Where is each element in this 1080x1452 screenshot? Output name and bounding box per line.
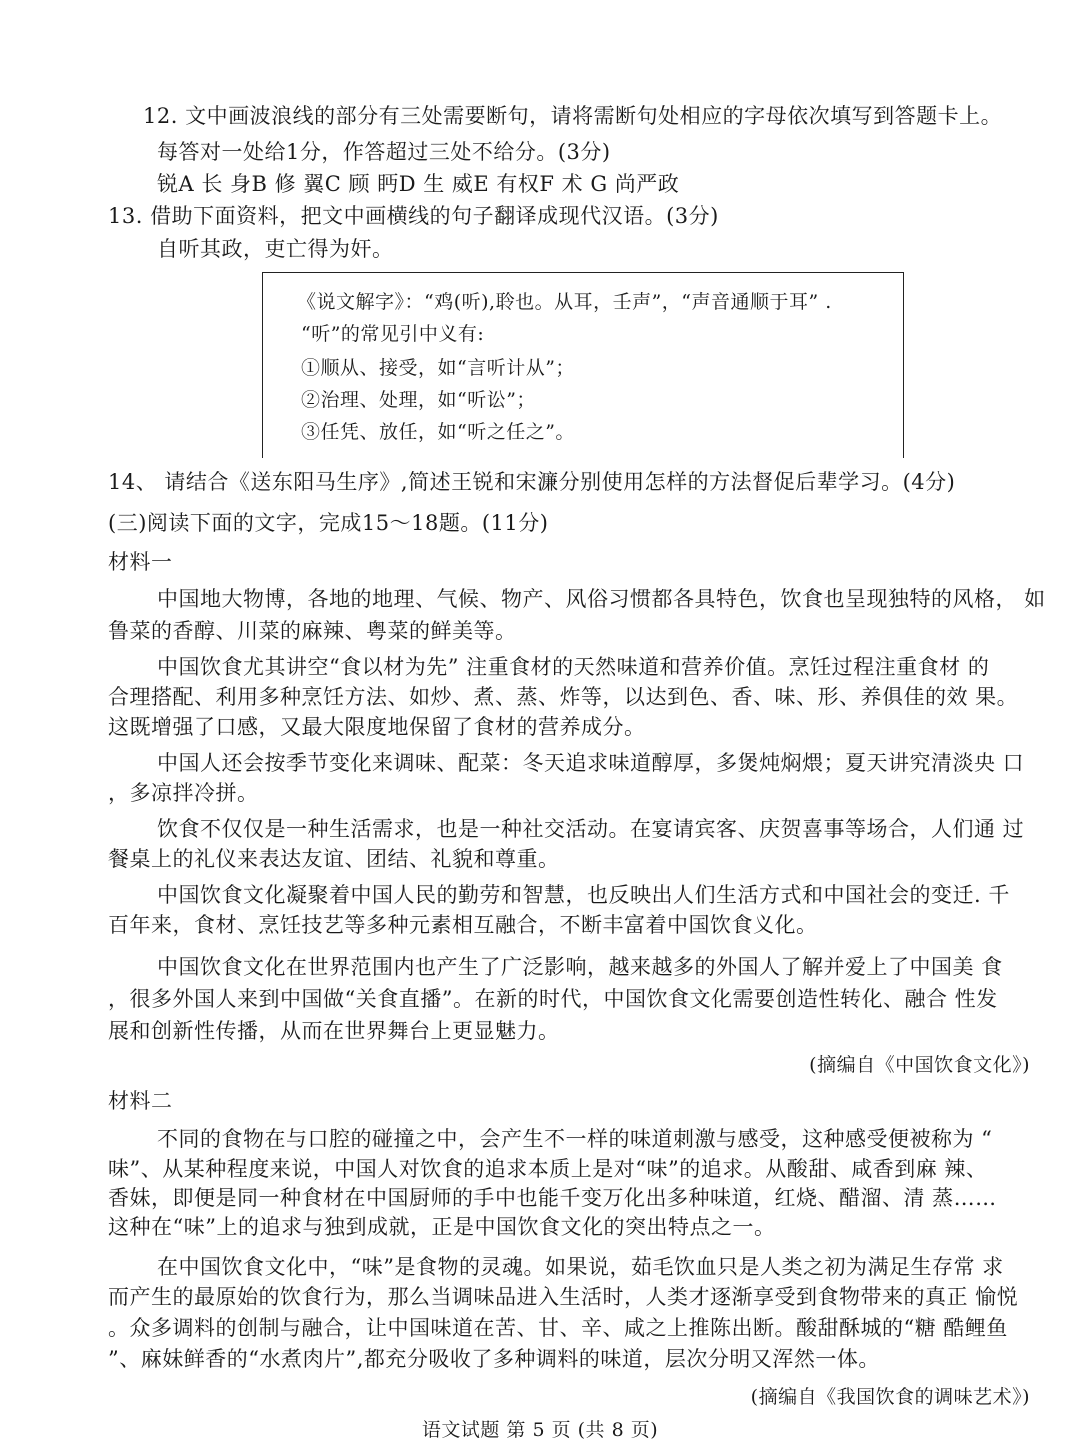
material2-source: (摘编自《我国饮食的调味艺术》) [750, 1386, 1030, 1408]
material2-line: 香妹，即便是同一种食材在中国厨师的手中也能千变万化出多种味道，红烧、醋溜、清 蒸…… [108, 1186, 997, 1210]
material1-line: 餐桌上的礼仪来表达友谊、团结、礼貌和尊重。 [108, 847, 560, 871]
material1-line: 中国饮食尤其讲空“食以材为先” 注重食材的天然味道和营养价值。烹饪过程注重食材 的 [157, 655, 990, 679]
material1-heading: 材料一 [108, 550, 173, 574]
material2-line: 味”、从某种程度来说，中国人对饮食的追求本质上是对“味”的追求。从酸甜、咸香到麻 辣、 [108, 1157, 988, 1181]
box-line3: ①顺从、接受，如“言听计从”； [301, 357, 575, 379]
q14: 14、 请结合《送东阳马生序》,简述王锐和宋濂分别使用怎样的方法督促后辈学习。(4分) [108, 470, 956, 494]
material1-line: 百年来，食材、烹饪技艺等多种元素相互融合，不断丰富着中国饮食义化。 [108, 913, 818, 937]
material2-line: 。众多调料的创制与融合，让中国味道在苦、甘、辛、咸之上推陈出断。酸甜酥城的“糖 酷鲤鱼 [108, 1316, 1008, 1340]
material1-line: 中国人还会按季节变化来调味、配菜：冬天追求味道醇厚，多煲炖焖煨；夏天讲究清淡央 口 [157, 751, 1025, 775]
material1-line: 中国饮食文化凝聚着中国人民的勤劳和智慧，也反映出人们生活方式和中国社会的变迁. 千 [157, 883, 1010, 907]
material1-line: 合理搭配、利用多种烹饪方法、如炒、煮、蒸、炸等，以达到色、香、味、形、养俱佳的效 果。 [108, 685, 1019, 709]
section3-heading: (三)阅读下面的文字，完成15～18题。(11分) [108, 511, 549, 535]
material2-heading: 材料二 [108, 1089, 173, 1113]
q13-line1: 13. 借助下面资料，把文中画横线的句子翻译成现代汉语。(3分) [108, 204, 719, 228]
material2-line: 这种在“味”上的追求与独到成就，正是中国饮食文化的突出特点之一。 [108, 1215, 776, 1239]
box-line4: ②治理、处理，如“听讼”； [301, 389, 536, 411]
material1-line: 鲁菜的香醇、川菜的麻辣、粤菜的鲜美等。 [108, 619, 517, 643]
reference-box [262, 272, 904, 458]
box-line1: 《说文解字》：“鸡(听),聆也。从耳，壬声”，“声音通顺于耳” . [297, 291, 832, 313]
material2-line: 而产生的最原始的饮食行为，那么当调味品进入生活时，人类才逐渐享受到食物带来的真正 愉悦 [108, 1285, 1019, 1309]
material1-line: 饮食不仅仅是一种生活需求，也是一种社交活动。在宴请宾客、庆贺喜事等场合，人们通 过 [157, 817, 1025, 841]
material2-line: ”、麻妹鲜香的“水煮肉片”,都充分吸收了多种调料的味道，层次分明又浑然一体。 [108, 1347, 880, 1371]
q12-line2: 每答对一处给1分，作答超过三处不给分。(3分) [157, 140, 611, 164]
material1-line: 展和创新性传播，从而在世界舞台上更显魅力。 [108, 1019, 560, 1043]
material1-line: ，很多外国人来到中国做“关食直播”。在新的时代，中国饮食文化需要创造性转化、融合 性发 [108, 987, 998, 1011]
material1-line: 中国地大物博，各地的地理、气候、物产、风俗习惯都各具特色，饮食也呈现独特的风格， 如 [157, 587, 1046, 611]
box-line2: “听”的常见引中义有: [301, 323, 485, 345]
q12-line3: 锐A 长 身B 修 翼C 顾 眄D 生 威E 有权F 术 G 尚严政 [157, 172, 680, 196]
material2-line: 在中国饮食文化中，“味”是食物的灵魂。如果说，茹毛饮血只是人类之初为满足生存常 求 [157, 1255, 1004, 1279]
material1-line: 中国饮食文化在世界范围内也产生了广泛影响，越来越多的外国人了解并爱上了中国美 食 [157, 955, 1003, 979]
material2-line: 不同的食物在与口腔的碰撞之中，会产生不一样的味道刺激与感受，这种感受便被称为 “ [157, 1127, 993, 1151]
material1-source: (摘编自《中国饮食文化》) [809, 1054, 1030, 1076]
q13-line2: 自听其政，吏亡得为奸。 [157, 237, 394, 261]
material1-line: 这既增强了口感，又最大限度地保留了食材的营养成分。 [108, 715, 646, 739]
material1-line: ，多凉拌冷拼。 [108, 781, 259, 805]
page-footer: 语文试题 第 5 页 (共 8 页) [421, 1419, 659, 1441]
q12-line1: 12. 文中画波浪线的部分有三处需要断句，请将需断句处相应的字母依次填写到答题卡上。 [143, 104, 1003, 128]
box-line5: ③任凭、放任，如“听之任之”。 [301, 421, 575, 443]
